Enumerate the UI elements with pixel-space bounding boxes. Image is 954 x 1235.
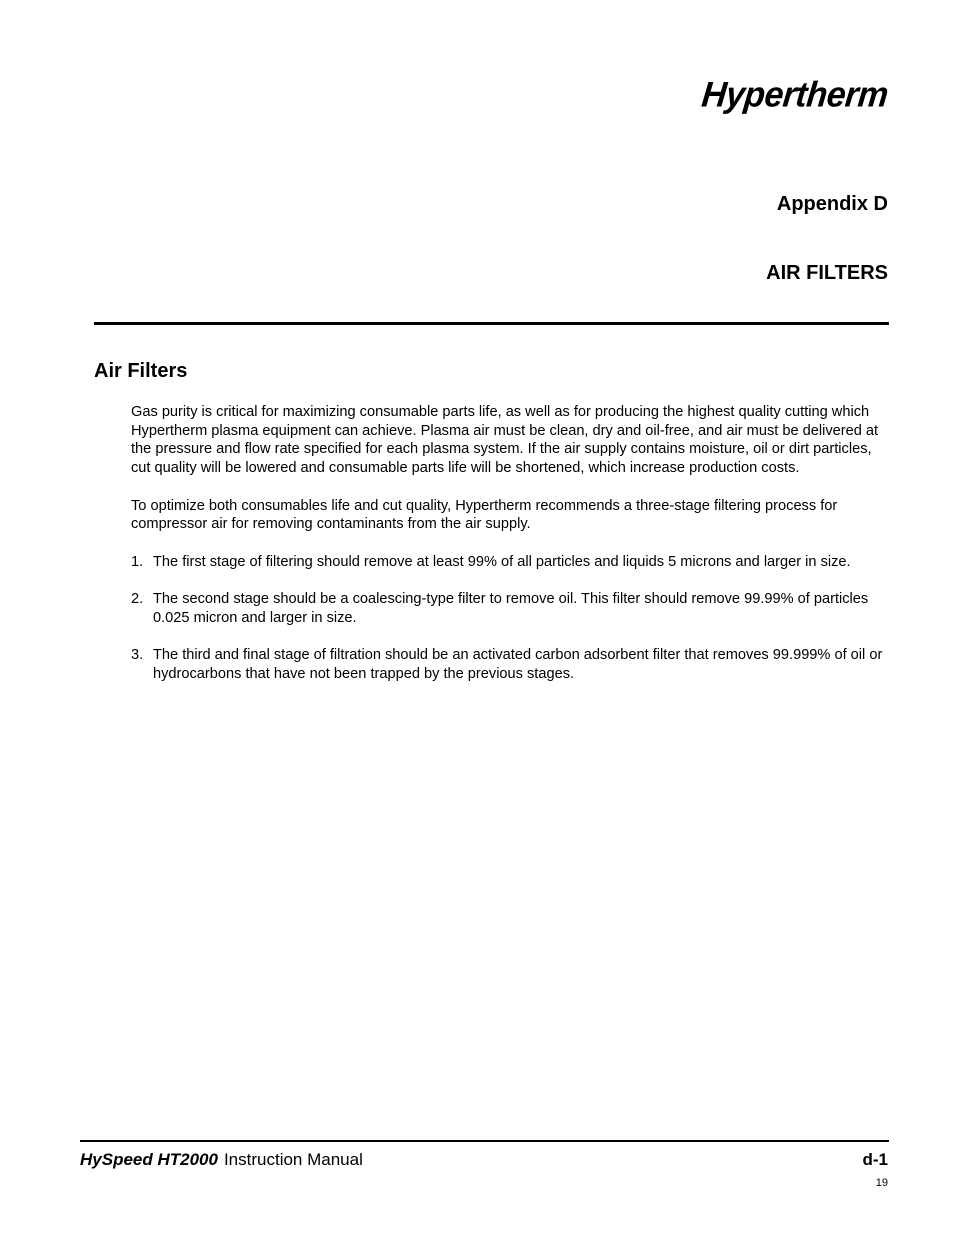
list-item-text: The third and final stage of filtration should be an activated carbon adsorbent filter that removes 99.999% of oil or hydrocarbons that have not been trapped by the previous stages.: [153, 647, 883, 682]
footer-page-label: d-1: [862, 1150, 888, 1169]
list-item: [131, 590, 891, 627]
list-item-text: The second stage should be a coalescing-type filter to remove oil. This filter should remove 99.99% of particles 0.025 micron and larger in size.: [153, 590, 869, 626]
list-item-number: 1.: [131, 553, 144, 570]
list-item-number: 3.: [131, 647, 144, 664]
footer-product-name: HySpeed HT2000: [80, 1150, 218, 1169]
hypertherm-logo: Hypertherm: [700, 75, 891, 115]
list-item-number: 2.: [131, 590, 144, 607]
footer-title: [80, 1150, 363, 1170]
chapter-title: AIR FILTERS: [766, 262, 888, 284]
footer-divider: [80, 1140, 889, 1142]
header-divider: [94, 322, 889, 325]
appendix-label: Appendix D: [776, 193, 888, 215]
paragraph-gas-purity: Gas purity is critical for maximizing consumable parts life, as well as for producing the highest quality cutting which Hypertherm plasma equipment can achieve. Plasma air must be clean, dry and oil-free, and air must be delivered at the pressure and flow rate specified for each plasma system. If the air supply contains moisture, oil or dirt particles, cut quality will be lowered and consumable parts life will be shortened, which increase production costs.: [131, 404, 879, 477]
section-title: Air Filters: [94, 360, 188, 382]
footer-manual-label: Instruction Manual: [223, 1150, 363, 1169]
paragraph-three-stage: To optimize both consumables life and cut quality, Hypertherm recommends a three-stage filtering process for compressor air for removing contaminants from the air supply.: [131, 497, 838, 533]
page-number: 19: [875, 1177, 888, 1189]
list-item-text: The first stage of filtering should remove at least 99% of all particles and liquids 5 microns and larger in size.: [153, 553, 851, 570]
list-item: [131, 646, 891, 683]
filter-stage-list: [131, 553, 891, 684]
section-body: [131, 403, 891, 702]
list-item: [131, 553, 891, 572]
